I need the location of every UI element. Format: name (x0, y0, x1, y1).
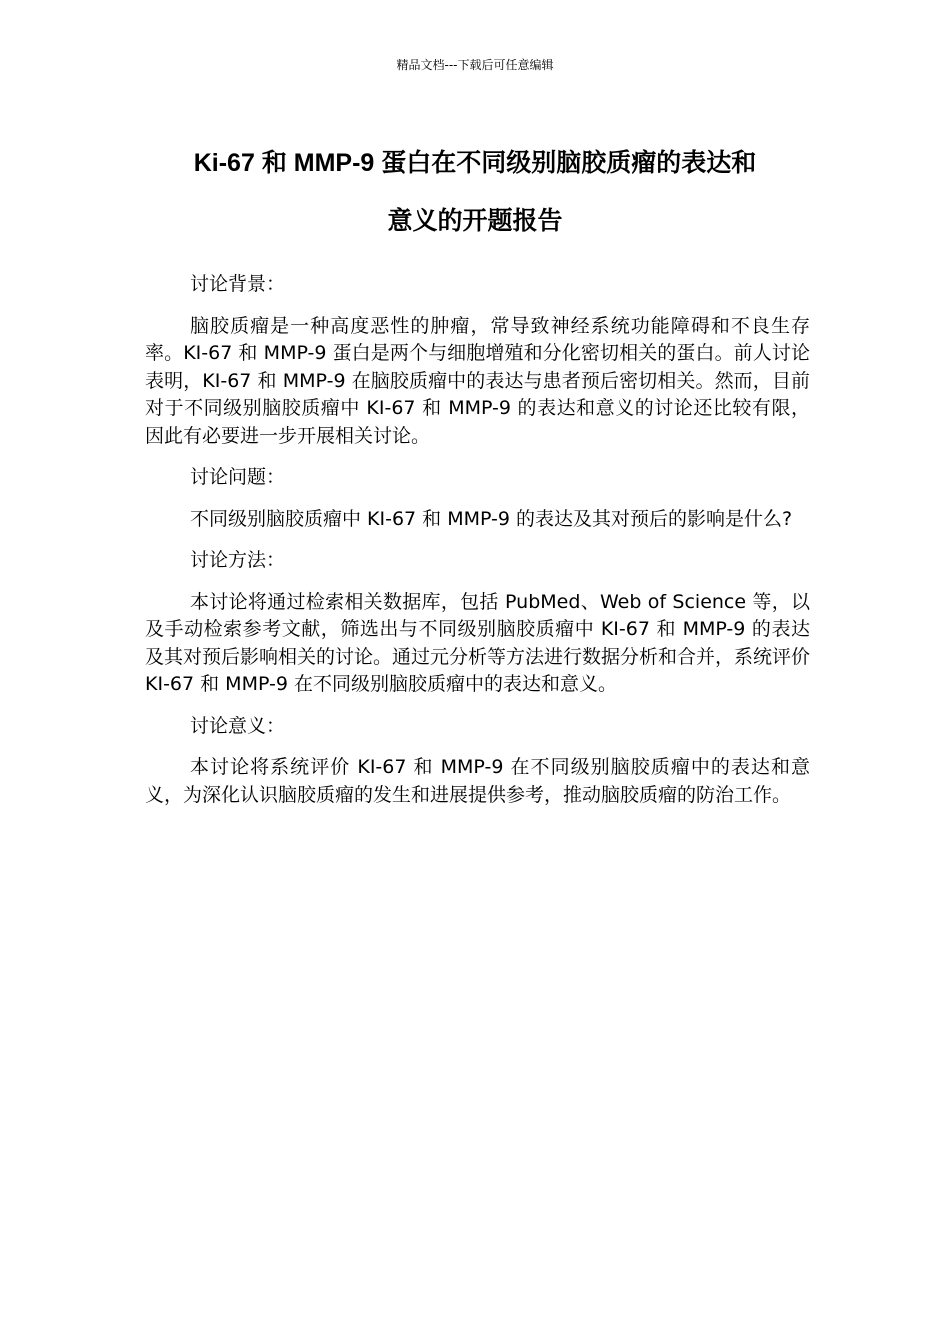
section-paragraph: 不同级别脑胶质瘤中 KI-67 和 MMP-9 的表达及其对预后的影响是什么? (190, 507, 793, 530)
section-question (145, 464, 810, 533)
document-title-line-2: 意义的开题报告 (387, 207, 563, 235)
section-heading: 讨论意义： (190, 714, 286, 737)
document-title-line-1: Ki-67 和 MMP-9 蛋白在不同级别脑胶质瘤的表达和 (193, 149, 757, 177)
section-paragraph: 本讨论将系统评价 KI-67 和 MMP-9 在不同级别脑胶质瘤中的表达和意义，为深化认识脑胶质瘤的发生和进展提供参考，推动脑胶质瘤的防治工作。 (145, 756, 810, 806)
page-header: 精品文档---下载后可任意编辑 (396, 58, 554, 72)
document-body (145, 271, 810, 823)
section-heading: 讨论背景： (190, 273, 286, 295)
section-method (145, 547, 810, 699)
document-title (130, 134, 820, 250)
section-background (145, 271, 810, 450)
section-heading: 讨论问题： (190, 466, 286, 488)
section-heading: 讨论方法： (190, 549, 286, 571)
section-paragraph: 本讨论将通过检索相关数据库，包括 PubMed、Web of Science 等，以及手动检索参考文献，筛选出与不同级别脑胶质瘤中 KI-67 和 MMP-9 的表达及其对预后影响相关的讨论。通过元分析等方法进行数据分析和合并，系统评价 KI-67 和 MMP-9 在不同级别脑胶质瘤中的表达和意义。 (145, 590, 811, 695)
section-significance (145, 713, 810, 810)
section-paragraph: 脑胶质瘤是一种高度恶性的肿瘤，常导致神经系统功能障碍和不良生存率。KI-67 和 MMP-9 蛋白是两个与细胞增殖和分化密切相关的蛋白。前人讨论表明，KI-67 和 MMP-9 在脑胶质瘤中的表达与患者预后密切相关。然而，目前对于不同级别脑胶质瘤中 KI-67 和 MMP-9 的表达和意义的讨论还比较有限，因此有必要进一步开展相关讨论。 (145, 314, 810, 447)
